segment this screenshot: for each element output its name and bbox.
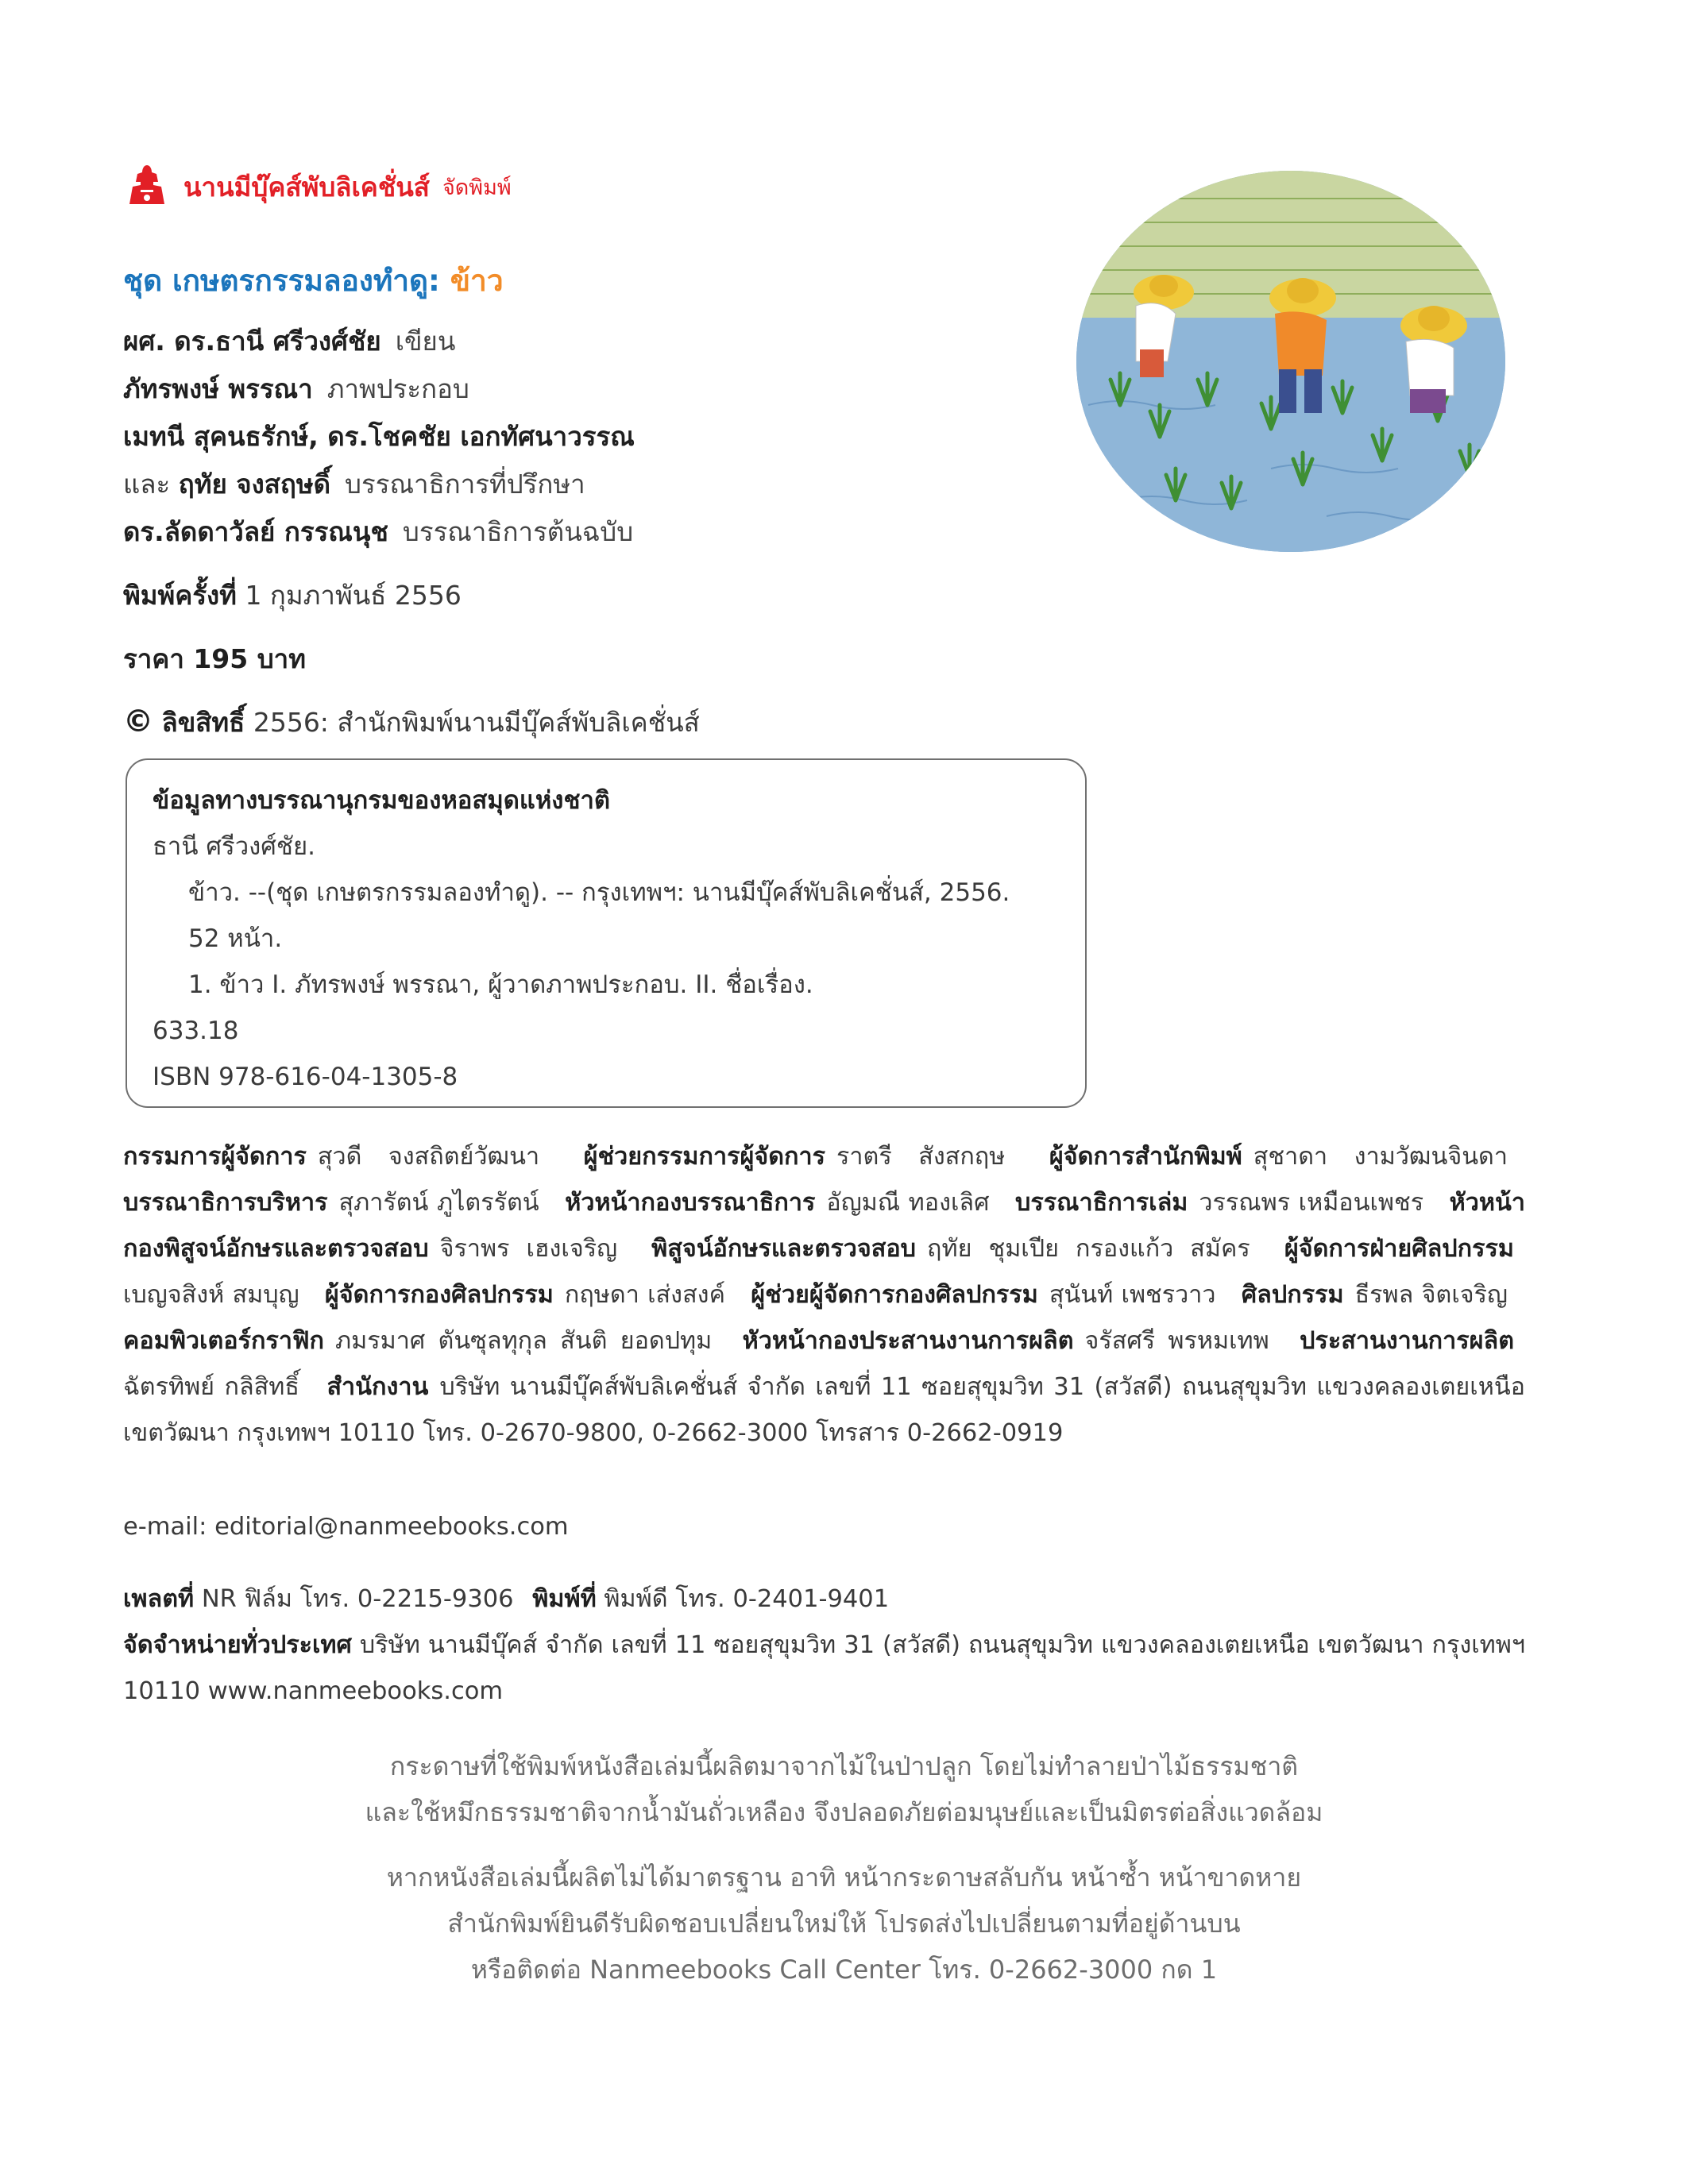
credit-name: ผศ. ดร.ธานี ศรีวงศ์ชัย (123, 326, 381, 357)
printer-value: พิมพ์ดี โทร. 0-2401-9401 (604, 1585, 890, 1613)
staff-role: กรรมการผู้จัดการ (123, 1143, 307, 1171)
copyright-value: 2556: สำนักพิมพ์นานมีบุ๊คส์พับลิเคชั่นส์ (253, 707, 700, 738)
staff-role: ประสานงานการผลิต (1300, 1327, 1515, 1355)
notice-line: หรือติดต่อ Nanmeebooks Call Center โทร. 0-2662-3000 กด 1 (470, 1954, 1218, 1985)
notice-line: หากหนังสือเล่มนี้ผลิตไม่ได้มาตรฐาน อาทิ หน้ากระดาษสลับกัน หน้าซ้ำ หน้าขาดหาย (386, 1862, 1302, 1893)
staff-role: หัวหน้ากองพิสูจน์อักษรและตรวจสอบ (123, 1189, 1525, 1263)
copyright-label: ลิขสิทธิ์ (161, 707, 245, 738)
credit-name: ภัทรพงษ์ พรรณา (123, 373, 313, 404)
credit-author (123, 318, 455, 365)
credit-role: เขียน (395, 326, 456, 357)
staff-name: ฤทัย ชุมเปีย กรองแก้ว สมัคร (927, 1235, 1250, 1263)
credit-name: เมทนี สุคนธรักษ์, ดร.โชคชัย เอกทัศนาวรรณ (123, 421, 635, 452)
staff-role: ศิลปกรรม (1241, 1281, 1344, 1309)
print-info (123, 1576, 1525, 1715)
edition-value: 1 กุมภาพันธ์ 2556 (245, 580, 462, 611)
staff-role: บรรณาธิการบริหาร (123, 1189, 328, 1217)
credit-advisor-2 (123, 461, 585, 508)
notice-line: สำนักพิมพ์ยินดีรับผิดชอบเปลี่ยนใหม่ให้ โปรดส่งไปเปลี่ยนตามที่อยู่ด้านบน (447, 1908, 1241, 1939)
staff-role: หัวหน้ากองประสานงานการผลิต (742, 1327, 1074, 1355)
staff-name: สุภารัตน์ ภูไตรรัตน์ (338, 1189, 539, 1217)
defect-notice (0, 1854, 1688, 1993)
staff-role: สำนักงาน (326, 1373, 429, 1401)
plate-value: NR ฟิล์ม โทร. 0-2215-9306 (201, 1585, 514, 1613)
price-line (123, 635, 306, 683)
cip-classification: 633.18 (153, 1017, 239, 1045)
publisher-name: นานมีบุ๊คส์พับลิเคชั่นส์ (183, 171, 430, 203)
staff-role: บรรณาธิการเล่ม (1015, 1189, 1188, 1217)
publisher-role: จัดพิมพ์ (442, 175, 512, 200)
price: ราคา 195 บาท (123, 643, 306, 674)
credit-advisors (123, 413, 635, 461)
staff-name: สุวดี จงสถิตย์วัฒนา (317, 1143, 540, 1171)
publisher-line (123, 163, 512, 210)
plate-label: เพลตที่ (123, 1585, 195, 1613)
paper-notice (0, 1743, 1688, 1835)
copyright-line (123, 697, 700, 747)
cip-line: 1. ข้าว I. ภัทรพงษ์ พรรณา, ผู้วาดภาพประกอบ. II. ชื่อเรื่อง. (188, 970, 813, 999)
cip-record-box (126, 758, 1087, 1108)
staff-name: กฤษดา เส่งสงค์ (564, 1281, 725, 1309)
staff-name: อัญมณี ทองเลิศ (826, 1189, 990, 1217)
book-title: ข้าว (450, 264, 504, 298)
credit-role: บรรณาธิการต้นฉบับ (402, 516, 634, 547)
staff-role: คอมพิวเตอร์กราฟิก (123, 1327, 325, 1355)
distributor-value: บริษัท นานมีบุ๊คส์ จำกัด เลขที่ 11 ซอยสุขุมวิท 31 (สวัสดี) ถนนสุขุมวิท แขวงคลองเตยเหนือ เขตวัฒนา กรุงเทพฯ 10110 www.nanmeebooks.com (123, 1631, 1525, 1705)
staff-name: ราตรี สังสกฤษ (836, 1143, 1006, 1171)
publisher-logo-icon (123, 163, 171, 210)
staff-name: วรรณพร เหมือนเพชร (1199, 1189, 1424, 1217)
credit-name: ดร.ลัดดาวัลย์ กรรณนุช (123, 516, 388, 547)
staff-name: จิราพร เฮงเจริญ (439, 1235, 618, 1263)
staff-name: เบญจสิงห์ สมบุญ (123, 1281, 299, 1309)
notice-line: และใช้หมึกธรรมชาติจากน้ำมันถั่วเหลือง จึงปลอดภัยต่อมนุษย์และเป็นมิตรต่อสิ่งแวดล้อม (365, 1797, 1323, 1827)
staff-name: สุนันท์ เพชรวาว (1049, 1281, 1216, 1309)
staff-name: สุชาดา งามวัฒนจินดา (1253, 1143, 1508, 1171)
series-label: ชุด เกษตรกรรมลองทำดู: (123, 264, 440, 298)
credit-prefix: และ (123, 469, 171, 500)
cip-title: ข้อมูลทางบรรณานุกรมของหอสมุดแห่งชาติ (153, 786, 611, 815)
copyright-icon: © (123, 704, 153, 739)
cip-line: ข้าว. --(ชุด เกษตรกรรมลองทำดู). -- กรุงเทพฯ: นานมีบุ๊คส์พับลิเคชั่นส์, 2556. (188, 878, 1010, 907)
email-line: e-mail: editorial@nanmeebooks.com (123, 1513, 569, 1541)
staff-name: ฉัตรทิพย์ กลิสิทธิ์ (123, 1373, 299, 1401)
edition-line (123, 572, 462, 619)
staff-name: จรัสศรี พรหมเทพ (1084, 1327, 1269, 1355)
staff-role: ผู้จัดการกองศิลปกรรม (324, 1281, 554, 1309)
rice-planting-illustration (1072, 167, 1509, 556)
staff-role: ผู้ช่วยผู้จัดการกองศิลปกรรม (751, 1281, 1038, 1309)
cip-author: ธานี ศรีวงศ์ชัย. (153, 832, 315, 861)
cip-isbn: ISBN 978-616-04-1305-8 (153, 1063, 458, 1091)
staff-role: ผู้ช่วยกรรมการผู้จัดการ (583, 1143, 825, 1171)
staff-name: บริษัท นานมีบุ๊คส์พับลิเคชั่นส์ จำกัด เลขที่ 11 ซอยสุขุมวิท 31 (สวัสดี) ถนนสุขุมวิท แขวงคลองเตยเหนือ เขตวัฒนา กรุงเทพฯ 10110 โทร. 0-2670-9800, 0-2662-3000 โทรสาร 0-2662-0919 (123, 1373, 1525, 1447)
staff-credits (123, 1134, 1525, 1457)
staff-role: พิสูจน์อักษรและตรวจสอบ (651, 1235, 917, 1263)
printer-label: พิมพ์ที่ (532, 1585, 597, 1613)
cip-line: 52 หน้า. (188, 924, 283, 953)
series-title (123, 257, 504, 304)
staff-name: ภมรมาศ ตันซุลทุกุล สันติ ยอดปทุม (335, 1327, 713, 1355)
staff-role: หัวหน้ากองบรรณาธิการ (565, 1189, 816, 1217)
distributor-label: จัดจำหน่ายทั่วประเทศ (123, 1631, 352, 1659)
credit-role: ภาพประกอบ (326, 373, 469, 404)
credit-editor (123, 508, 633, 556)
staff-role: ผู้จัดการฝ่ายศิลปกรรม (1284, 1235, 1514, 1263)
staff-role: ผู้จัดการสำนักพิมพ์ (1049, 1143, 1242, 1171)
credit-role: บรรณาธิการที่ปรึกษา (345, 469, 585, 500)
credit-name: ฤทัย จงสฤษดิ์ (178, 469, 331, 500)
edition-label: พิมพ์ครั้งที่ (123, 580, 237, 611)
notice-line: กระดาษที่ใช้พิมพ์หนังสือเล่มนี้ผลิตมาจากไม้ในป่าปลูก โดยไม่ทำลายป่าไม้ธรรมชาติ (389, 1751, 1299, 1781)
credit-illustrator (123, 365, 469, 413)
staff-name: ธีรพล จิตเจริญ (1354, 1281, 1508, 1309)
